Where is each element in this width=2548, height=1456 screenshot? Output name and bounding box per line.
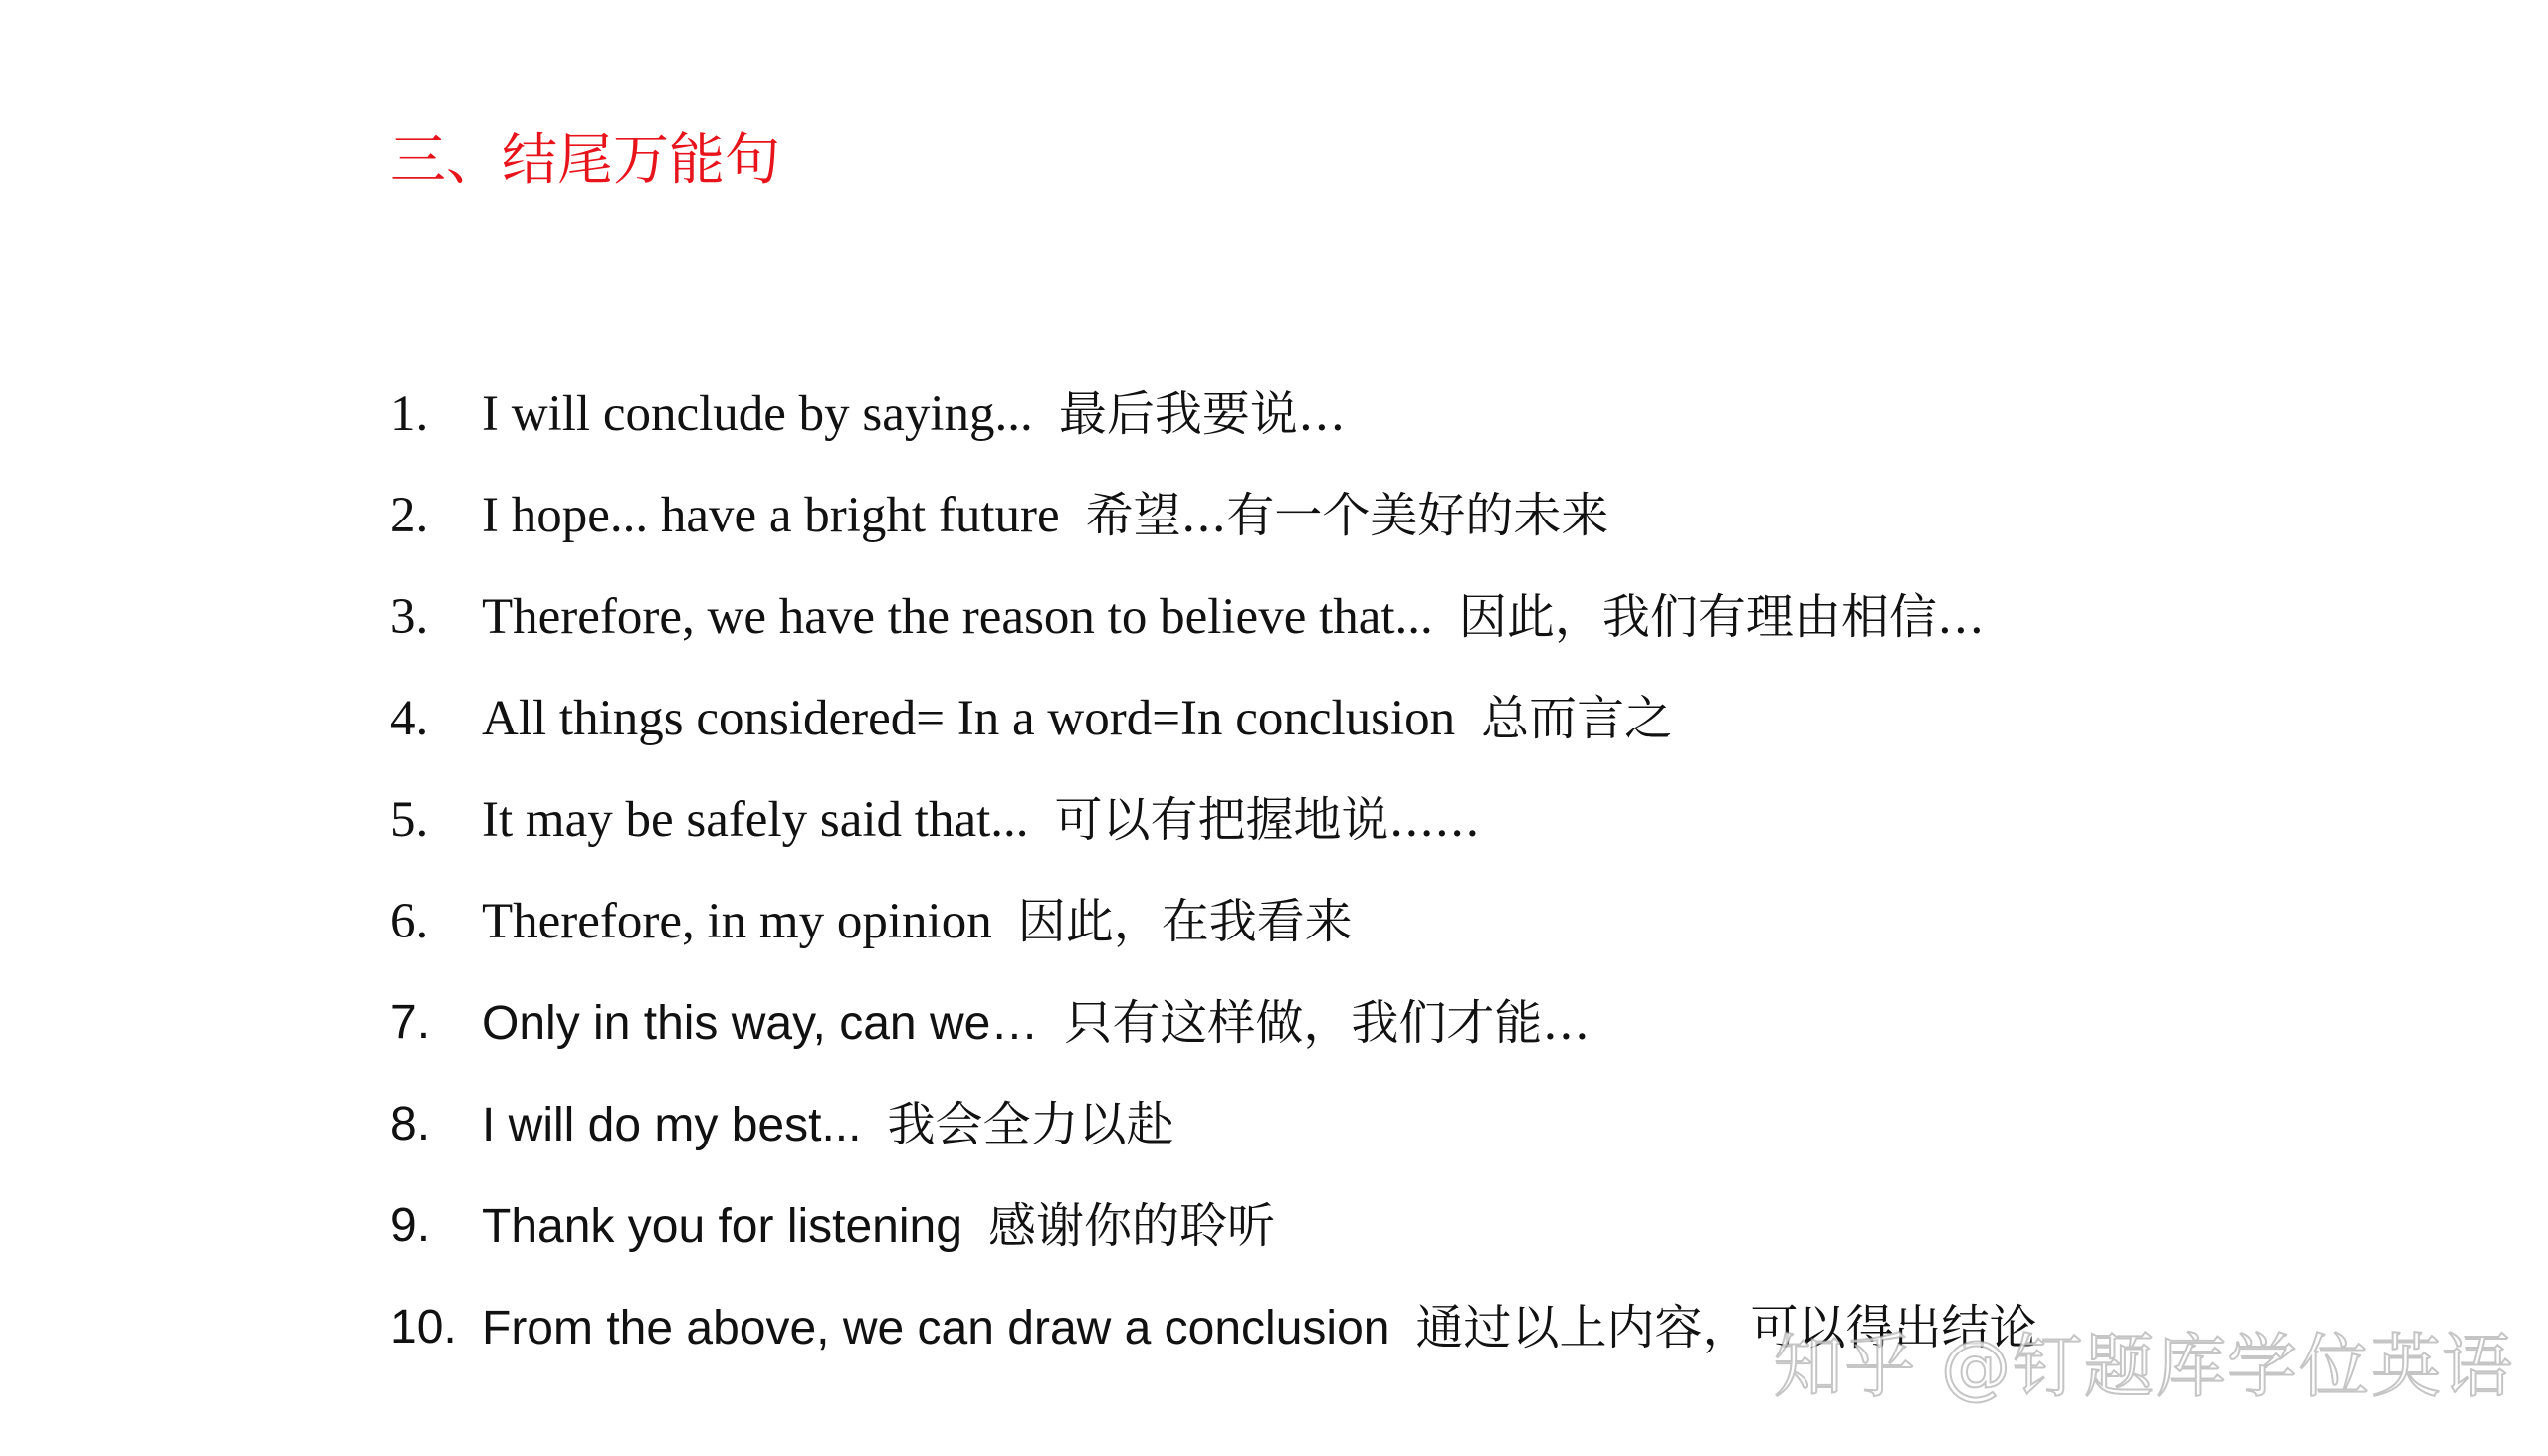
list-item xyxy=(390,769,2530,871)
chinese-translation: 只有这样做，我们才能… xyxy=(1064,995,1591,1051)
item-text xyxy=(482,1074,1173,1176)
english-phrase: I will do my best... xyxy=(482,1099,862,1151)
item-text xyxy=(482,363,1346,465)
english-phrase: I will conclude by saying... xyxy=(482,386,1033,442)
list-item xyxy=(390,1074,2530,1175)
item-number: 5. xyxy=(390,792,429,848)
chinese-translation: 我会全力以赴 xyxy=(887,1097,1174,1152)
list-item xyxy=(390,465,2530,566)
section-heading: 三、结尾万能句 xyxy=(390,128,780,193)
watermark: 知乎 @钉题库学位英语 xyxy=(1773,1326,2514,1407)
item-number: 4. xyxy=(390,691,429,746)
chinese-translation: 感谢你的聆听 xyxy=(987,1198,1275,1254)
item-number: 3. xyxy=(390,589,429,645)
chinese-translation: 因此，在我看来 xyxy=(1017,894,1353,949)
english-phrase: From the above, we can draw a conclusion xyxy=(482,1302,1390,1354)
item-number: 2. xyxy=(390,488,429,543)
chinese-translation: 因此，我们有理由相信… xyxy=(1458,589,1985,645)
english-phrase: Only in this way, can we… xyxy=(482,997,1039,1050)
item-number: 8. xyxy=(390,1098,431,1150)
list-item xyxy=(390,871,2530,972)
list-item xyxy=(390,1175,2530,1277)
chinese-translation: 最后我要说… xyxy=(1058,386,1346,442)
chinese-translation: 通过以上内容，可以得出结论 xyxy=(1415,1300,2037,1355)
item-text xyxy=(482,769,1480,871)
english-phrase: Therefore, we have the reason to believe that... xyxy=(482,589,1433,645)
item-number: 6. xyxy=(390,894,429,949)
item-text xyxy=(482,668,1672,769)
english-phrase: All things considered= In a word=In conclusion xyxy=(482,691,1456,746)
list-item xyxy=(390,668,2530,769)
chinese-translation: 希望...有一个美好的未来 xyxy=(1085,488,1609,543)
item-number: 9. xyxy=(390,1199,431,1252)
item-number: 1. xyxy=(390,386,429,442)
item-number: 10. xyxy=(390,1301,457,1353)
english-phrase: Therefore, in my opinion xyxy=(482,894,992,949)
list-item xyxy=(390,363,2530,465)
sentence-list xyxy=(390,363,2530,1378)
item-text xyxy=(482,465,1608,566)
item-text xyxy=(482,566,1985,668)
item-text xyxy=(482,972,1590,1075)
english-phrase: It may be safely said that... xyxy=(482,792,1029,848)
chinese-translation: 总而言之 xyxy=(1481,691,1673,746)
list-item xyxy=(390,566,2530,668)
english-phrase: Thank you for listening xyxy=(482,1200,962,1253)
item-text xyxy=(482,871,1353,972)
list-item xyxy=(390,972,2530,1074)
english-phrase: I hope... have a bright future xyxy=(482,488,1060,543)
item-number: 7. xyxy=(390,996,431,1049)
chinese-translation: 可以有把握地说...... xyxy=(1054,792,1481,848)
item-text xyxy=(482,1175,1275,1278)
